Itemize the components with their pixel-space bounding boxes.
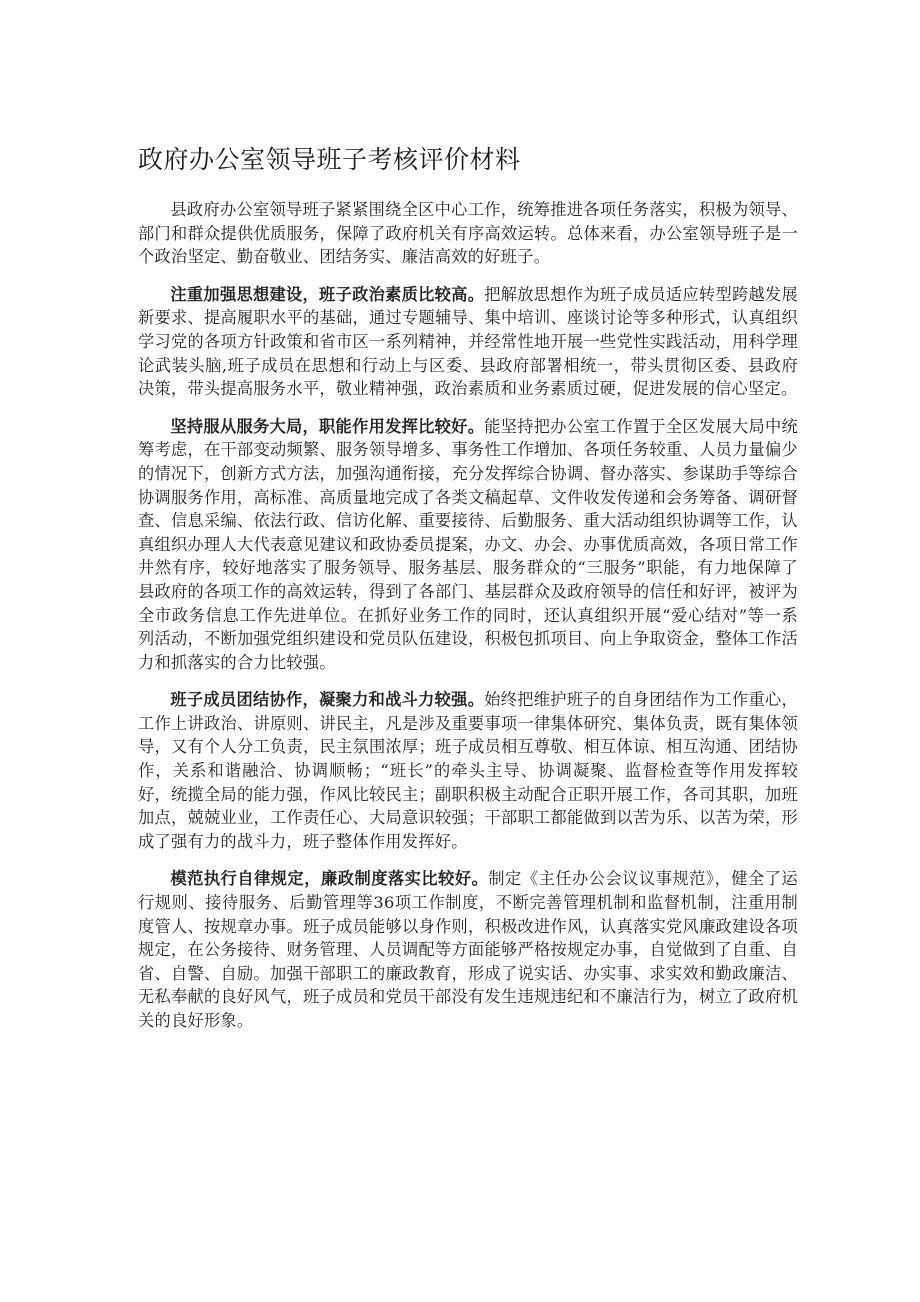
paragraph-integrity bbox=[138, 867, 798, 1032]
paragraph-lead: 班子成员团结协作，凝聚力和战斗力较强。 bbox=[170, 690, 485, 710]
paragraph-text: 把解放思想作为班子成员适应转型跨越发展新要求、提高履职水平的基础，通过专题辅导、集中培训、座谈讨论等多种形式，认真组织学习党的各项方针政策和省市区一系列精神，并经常性地开展一些党性实践活动，用科学理论武装头脑,班子成员在思想和行动上与区委、县政府部署相统一，带头贯彻区委、县政府决策，带头提高服务水平，敬业精神强，政治素质和业务素质过硬，促进发展的信心坚定。 bbox=[138, 284, 799, 399]
paragraph-ideology bbox=[138, 283, 798, 401]
paragraph-lead: 模范执行自律规定，廉政制度落实比较好。 bbox=[170, 869, 489, 889]
paragraph-intro bbox=[138, 198, 798, 269]
paragraph-text: 县政府办公室领导班子紧紧围绕全区中心工作，统筹推进各项任务落实，积极为领导、部门和群众提供优质服务，保障了政府机关有序高效运转。总体来看，办公室领导班子是一个政治坚定、勤奋敬业、团结务实、廉洁高效的好班子。 bbox=[138, 200, 798, 267]
document-title: 政府办公室领导班子考核评价材料 bbox=[138, 145, 521, 174]
paragraph-text: 能坚持把办公室工作置于全区发展大局中统筹考虑，在干部变动频繁、服务领导增多、事务性工作增加、各项任务较重、人员力量偏少的情况下，创新方式方法，加强沟通衔接，充分发挥综合协调、督办落实、参谋助手等综合协调服务作用，高标准、高质量地完成了各类文稿起草、文件收发传递和会务筹备、调研督查、信息采编、依法行政、信访化解、重要接待、后勤服务、重大活动组织协调等工作，认真组织办理人大代表意见建议和政协委员提案，办文、办会、办事优质高效，各项日常工作井然有序，较好地落实了服务领导、服务基层、服务群众的“三服务”职能，有力地保障了县政府的各项工作的高效运转，得到了各部门、基层群众及政府领导的信任和好评，被评为全市政务信息工作先进单位。在抓好业务工作的同时，还认真组织开展“爱心结对”等一系列活动，不断加强党组织建设和党员队伍建设，积极包抓项目、向上争取资金，整体工作活力和抓落实的合力比较强。 bbox=[138, 416, 799, 672]
paragraph-text: 制定《主任办公会议议事规范》，健全了运行规则、接待服务、后勤管理等36项工作制度，不断完善管理机制和监督机制，注重用制度管人、按规章办事。班子成员能够以身作则，积极改进作风，认真落实党风廉政建设各项规定，在公务接待、财务管理、人员调配等方面能够严格按规定办事，自觉做到了自重、自省、自警、自励。加强干部职工的廉政教育，形成了说实话、办实事、求实效和勤政廉洁、无私奉献的良好风气，班子成员和党员干部没有发生违规违纪和不廉洁行为，树立了政府机关的良好形象。 bbox=[138, 869, 798, 1030]
paragraph-text: 始终把维护班子的自身团结作为工作重心，工作上讲政治、讲原则、讲民主，凡是涉及重要事项一律集体研究、集体负责，既有集体领导，又有个人分工负责，民主氛围浓厚；班子成员相互尊敬、相互体谅、相互沟通、团结协作，关系和谐融洽、协调顺畅；“班长”的牵头主导、协调凝聚、监督检查等作用发挥较好，统揽全局的能力强，作风比较民主；副职积极主动配合正职开展工作，各司其职，加班加点，兢兢业业，工作责任心、大局意识较强；干部职工都能做到以苦为乐、以苦为荣，形成了强有力的战斗力，班子整体作用发挥好。 bbox=[138, 690, 799, 851]
paragraph-unity bbox=[138, 688, 798, 853]
document-page bbox=[138, 140, 798, 1047]
paragraph-service bbox=[138, 415, 798, 675]
paragraph-lead: 注重加强思想建设，班子政治素质比较高。 bbox=[170, 284, 485, 304]
paragraph-lead: 坚持服从服务大局，职能作用发挥比较好。 bbox=[170, 416, 485, 436]
